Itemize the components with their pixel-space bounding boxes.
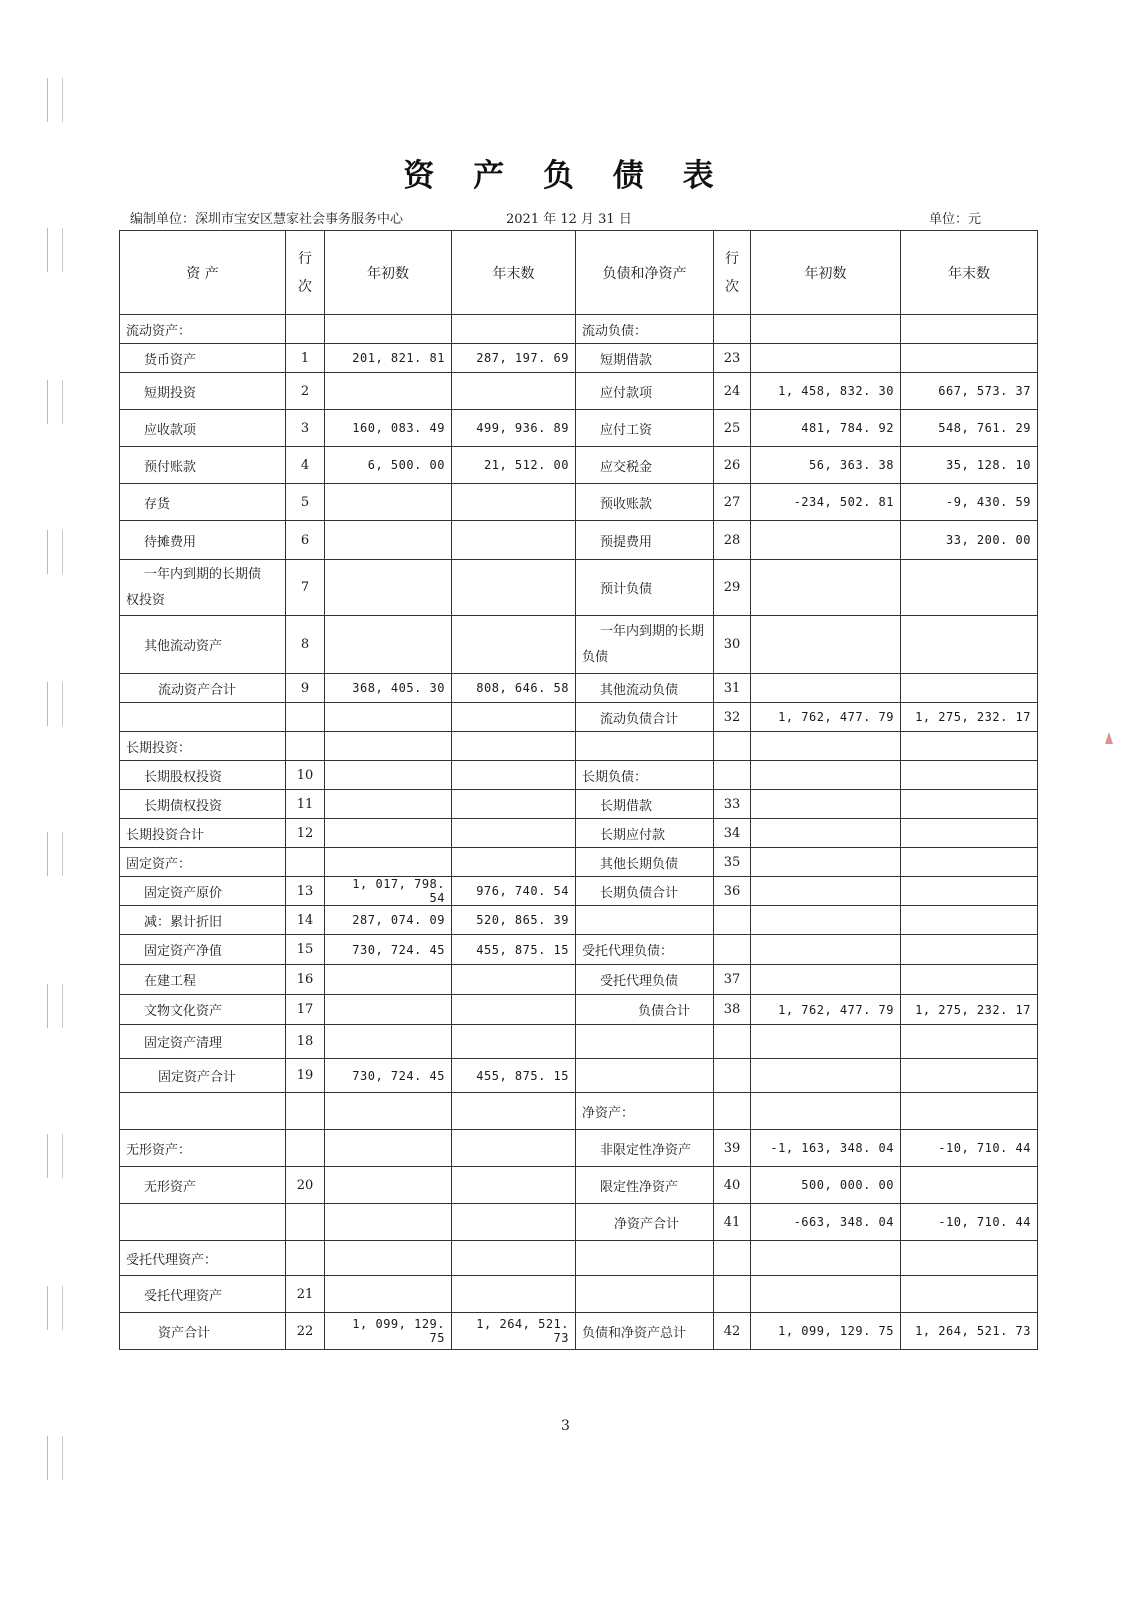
asset-end-value [452,315,576,344]
asset-row-number: 4 [286,447,325,484]
asset-row-number: 3 [286,410,325,447]
asset-end-value [452,1093,576,1130]
liability-begin-value: 1, 099, 129. 75 [751,1313,901,1350]
liability-end-value [901,790,1038,819]
liability-row-number [714,1059,751,1093]
table-row [120,995,1038,1025]
liability-end-value [901,761,1038,790]
liability-item: 净资产合计 [576,1204,714,1241]
compiling-unit: 编制单位：深圳市宝安区慧家社会事务服务中心 [130,212,404,227]
asset-begin-value [325,732,452,761]
liability-row-number [714,935,751,965]
liability-row-number: 28 [714,521,751,560]
liability-row-number: 35 [714,848,751,877]
asset-end-value: 455, 875. 15 [452,935,576,965]
page-title: 资 产 负 债 表 [403,158,728,194]
liability-begin-value: 500, 000. 00 [751,1167,901,1204]
asset-row-number: 6 [286,521,325,560]
asset-end-value: 520, 865. 39 [452,906,576,935]
liability-row-number [714,1025,751,1059]
liability-item: 一年内到期的长期 负债 [576,616,714,674]
asset-begin-value [325,703,452,732]
asset-begin-value [325,315,452,344]
liability-item: 流动负债： [576,315,714,344]
liability-begin-value [751,560,901,616]
asset-begin-value [325,373,452,410]
liability-begin-value: 481, 784. 92 [751,410,901,447]
liability-begin-value: 1, 762, 477. 79 [751,703,901,732]
asset-item [120,703,286,732]
liability-row-number: 37 [714,965,751,995]
asset-item: 流动资产合计 [120,674,286,703]
asset-item: 应收款项 [120,410,286,447]
liability-item: 应付款项 [576,373,714,410]
table-row [120,703,1038,732]
liability-item: 受托代理负债 [576,965,714,995]
liability-item: 负债和净资产总计 [576,1313,714,1350]
liability-begin-value: 1, 762, 477. 79 [751,995,901,1025]
asset-begin-value: 1, 099, 129. 75 [325,1313,452,1350]
asset-end-value [452,616,576,674]
header-liability: 负债和净资产 [576,231,714,315]
table-row [120,877,1038,906]
liability-begin-value [751,935,901,965]
liability-end-value: 667, 573. 37 [901,373,1038,410]
asset-begin-value [325,848,452,877]
header-asset: 资 产 [120,231,286,315]
binder-hole-mark [47,832,63,876]
liability-row-number [714,315,751,344]
liability-item: 预收账款 [576,484,714,521]
asset-end-value [452,761,576,790]
liability-end-value [901,1167,1038,1204]
asset-item: 固定资产： [120,848,286,877]
liability-end-value [901,1093,1038,1130]
liability-begin-value [751,674,901,703]
table-row [120,484,1038,521]
table-row [120,616,1038,674]
binder-hole-mark [47,530,63,574]
table-row [120,674,1038,703]
liability-item [576,1059,714,1093]
asset-row-number: 16 [286,965,325,995]
report-date: 2021 年 12 月 31 日 [506,212,632,227]
binder-hole-mark [47,228,63,272]
table-row [120,560,1038,616]
asset-row-number: 13 [286,877,325,906]
asset-row-number: 22 [286,1313,325,1350]
asset-row-number [286,315,325,344]
liability-row-number: 38 [714,995,751,1025]
asset-begin-value: 6, 500. 00 [325,447,452,484]
asset-end-value: 455, 875. 15 [452,1059,576,1093]
liability-row-number: 34 [714,819,751,848]
table-row [120,819,1038,848]
asset-end-value: 21, 512. 00 [452,447,576,484]
liability-end-value [901,616,1038,674]
asset-row-number: 20 [286,1167,325,1204]
asset-begin-value [325,965,452,995]
liability-row-number: 29 [714,560,751,616]
liability-row-number [714,761,751,790]
asset-begin-value [325,1167,452,1204]
table-row [120,315,1038,344]
asset-row-number: 11 [286,790,325,819]
asset-item: 存货 [120,484,286,521]
asset-item: 文物文化资产 [120,995,286,1025]
asset-item: 长期债权投资 [120,790,286,819]
table-row [120,790,1038,819]
asset-begin-value [325,484,452,521]
asset-begin-value [325,1204,452,1241]
liability-end-value: 33, 200. 00 [901,521,1038,560]
liability-row-number [714,1241,751,1276]
asset-item: 受托代理资产 [120,1276,286,1313]
liability-item: 短期借款 [576,344,714,373]
liability-item: 应付工资 [576,410,714,447]
asset-item: 长期股权投资 [120,761,286,790]
asset-row-number [286,1093,325,1130]
liability-item [576,1025,714,1059]
table-row [120,410,1038,447]
liability-item: 长期借款 [576,790,714,819]
asset-item: 固定资产净值 [120,935,286,965]
liability-end-value: -10, 710. 44 [901,1204,1038,1241]
liability-begin-value [751,1059,901,1093]
liability-end-value [901,315,1038,344]
asset-end-value [452,703,576,732]
liability-row-number: 26 [714,447,751,484]
liability-row-number: 24 [714,373,751,410]
liability-item: 长期负债： [576,761,714,790]
liability-begin-value: -1, 163, 348. 04 [751,1130,901,1167]
asset-item: 无形资产 [120,1167,286,1204]
liability-begin-value [751,732,901,761]
liability-item: 长期应付款 [576,819,714,848]
liability-item [576,1276,714,1313]
asset-end-value [452,732,576,761]
liability-end-value [901,1276,1038,1313]
liability-begin-value [751,315,901,344]
asset-row-number: 12 [286,819,325,848]
asset-row-number: 5 [286,484,325,521]
liability-begin-value [751,344,901,373]
asset-begin-value [325,560,452,616]
asset-row-number [286,1130,325,1167]
table-row [120,1130,1038,1167]
asset-begin-value: 201, 821. 81 [325,344,452,373]
liability-end-value [901,965,1038,995]
asset-row-number: 2 [286,373,325,410]
liability-row-number [714,1276,751,1313]
table-row [120,761,1038,790]
liability-row-number: 32 [714,703,751,732]
liability-end-value [901,1025,1038,1059]
table-row [120,447,1038,484]
binder-hole-mark [47,1286,63,1330]
liability-item: 流动负债合计 [576,703,714,732]
asset-end-value: 808, 646. 58 [452,674,576,703]
asset-end-value [452,1204,576,1241]
asset-end-value [452,965,576,995]
liability-begin-value [751,521,901,560]
liability-end-value: -10, 710. 44 [901,1130,1038,1167]
asset-item: 固定资产原价 [120,877,286,906]
binder-hole-mark [47,78,63,122]
asset-item: 一年内到期的长期债 权投资 [120,560,286,616]
asset-row-number [286,1204,325,1241]
liability-row-number: 39 [714,1130,751,1167]
liability-row-number: 33 [714,790,751,819]
asset-row-number: 8 [286,616,325,674]
binder-hole-mark [47,1436,63,1480]
asset-end-value [452,1241,576,1276]
asset-item: 固定资产清理 [120,1025,286,1059]
asset-item: 资产合计 [120,1313,286,1350]
asset-end-value [452,790,576,819]
asset-item: 短期投资 [120,373,286,410]
liability-row-number [714,1093,751,1130]
asset-end-value [452,521,576,560]
binder-hole-mark [47,380,63,424]
table-row [120,521,1038,560]
header-begin-balance: 年初数 [751,231,901,315]
asset-row-number: 10 [286,761,325,790]
header-end-balance: 年末数 [452,231,576,315]
liability-begin-value [751,1025,901,1059]
asset-end-value [452,484,576,521]
page-edge-mark [1105,732,1113,744]
liability-begin-value: -234, 502. 81 [751,484,901,521]
table-row [120,906,1038,935]
liability-item: 非限定性净资产 [576,1130,714,1167]
asset-begin-value [325,790,452,819]
asset-item: 待摊费用 [120,521,286,560]
asset-begin-value [325,761,452,790]
liability-end-value: 35, 128. 10 [901,447,1038,484]
asset-item: 无形资产： [120,1130,286,1167]
asset-row-number [286,1241,325,1276]
asset-end-value [452,848,576,877]
asset-item: 其他流动资产 [120,616,286,674]
liability-begin-value [751,1241,901,1276]
liability-end-value [901,935,1038,965]
liability-end-value [901,819,1038,848]
liability-end-value [901,674,1038,703]
liability-row-number: 23 [714,344,751,373]
binder-hole-mark [47,984,63,1028]
liability-row-number: 30 [714,616,751,674]
header-end-balance: 年末数 [901,231,1038,315]
liability-item: 预计负债 [576,560,714,616]
asset-begin-value [325,1093,452,1130]
asset-row-number: 21 [286,1276,325,1313]
asset-item [120,1204,286,1241]
liability-begin-value [751,819,901,848]
liability-row-number [714,906,751,935]
liability-row-number: 36 [714,877,751,906]
asset-item: 受托代理资产： [120,1241,286,1276]
asset-begin-value [325,1025,452,1059]
liability-item [576,1241,714,1276]
liability-end-value [901,560,1038,616]
header-row-number: 行 次 [286,231,325,315]
table-row [120,344,1038,373]
asset-item: 在建工程 [120,965,286,995]
liability-row-number: 27 [714,484,751,521]
binder-hole-mark [47,1134,63,1178]
asset-end-value [452,819,576,848]
asset-begin-value [325,1130,452,1167]
asset-row-number: 7 [286,560,325,616]
asset-item: 固定资产合计 [120,1059,286,1093]
liability-begin-value: -663, 348. 04 [751,1204,901,1241]
asset-begin-value [325,521,452,560]
liability-row-number: 42 [714,1313,751,1350]
table-row [120,1093,1038,1130]
liability-begin-value [751,1276,901,1313]
header-begin-balance: 年初数 [325,231,452,315]
asset-item [120,1093,286,1130]
liability-row-number [714,732,751,761]
binder-hole-mark [47,682,63,726]
asset-end-value: 287, 197. 69 [452,344,576,373]
asset-row-number [286,703,325,732]
asset-begin-value: 730, 724. 45 [325,1059,452,1093]
liability-row-number: 31 [714,674,751,703]
table-header-row [120,231,1038,315]
asset-end-value [452,373,576,410]
liability-begin-value: 56, 363. 38 [751,447,901,484]
asset-begin-value: 1, 017, 798. 54 [325,877,452,906]
liability-end-value [901,1241,1038,1276]
table-row [120,1167,1038,1204]
asset-item: 预付账款 [120,447,286,484]
liability-item: 其他长期负债 [576,848,714,877]
liability-end-value [901,732,1038,761]
table-row [120,1025,1038,1059]
table-row [120,1204,1038,1241]
liability-end-value: 1, 275, 232. 17 [901,995,1038,1025]
liability-end-value [901,906,1038,935]
asset-end-value: 976, 740. 54 [452,877,576,906]
liability-begin-value: 1, 458, 832. 30 [751,373,901,410]
liability-end-value: 1, 275, 232. 17 [901,703,1038,732]
asset-row-number: 18 [286,1025,325,1059]
liability-item [576,906,714,935]
asset-end-value [452,1276,576,1313]
liability-end-value: 1, 264, 521. 73 [901,1313,1038,1350]
liability-begin-value [751,1093,901,1130]
liability-begin-value [751,761,901,790]
liability-begin-value [751,616,901,674]
table-row [120,732,1038,761]
table-row [120,1241,1038,1276]
asset-row-number: 19 [286,1059,325,1093]
balance-sheet-table [119,230,1038,1350]
liability-item: 净资产： [576,1093,714,1130]
liability-item [576,732,714,761]
liability-end-value [901,848,1038,877]
liability-row-number: 25 [714,410,751,447]
liability-begin-value [751,848,901,877]
table-row [120,373,1038,410]
liability-item: 其他流动负债 [576,674,714,703]
asset-item: 货币资产 [120,344,286,373]
asset-row-number [286,848,325,877]
liability-begin-value [751,906,901,935]
asset-end-value: 499, 936. 89 [452,410,576,447]
asset-begin-value: 368, 405. 30 [325,674,452,703]
asset-item: 长期投资： [120,732,286,761]
liability-item: 长期负债合计 [576,877,714,906]
asset-end-value [452,995,576,1025]
liability-row-number: 41 [714,1204,751,1241]
asset-begin-value [325,1276,452,1313]
table-row [120,935,1038,965]
liability-row-number: 40 [714,1167,751,1204]
table-row [120,965,1038,995]
table-row [120,1313,1038,1350]
table-row [120,1059,1038,1093]
liability-end-value: -9, 430. 59 [901,484,1038,521]
asset-row-number [286,732,325,761]
asset-item: 减：累计折旧 [120,906,286,935]
liability-item: 负债合计 [576,995,714,1025]
page-number: 3 [561,1418,570,1434]
liability-item: 受托代理负债： [576,935,714,965]
liability-item: 限定性净资产 [576,1167,714,1204]
asset-row-number: 17 [286,995,325,1025]
table-row [120,1276,1038,1313]
liability-item: 预提费用 [576,521,714,560]
asset-begin-value [325,1241,452,1276]
asset-row-number: 1 [286,344,325,373]
liability-begin-value [751,965,901,995]
asset-end-value: 1, 264, 521. 73 [452,1313,576,1350]
asset-begin-value [325,819,452,848]
asset-row-number: 15 [286,935,325,965]
asset-begin-value: 160, 083. 49 [325,410,452,447]
liability-end-value: 548, 761. 29 [901,410,1038,447]
asset-item: 长期投资合计 [120,819,286,848]
asset-begin-value [325,995,452,1025]
asset-begin-value: 730, 724. 45 [325,935,452,965]
header-row-number: 行 次 [714,231,751,315]
asset-begin-value: 287, 074. 09 [325,906,452,935]
asset-row-number: 9 [286,674,325,703]
table-row [120,848,1038,877]
asset-row-number: 14 [286,906,325,935]
asset-item: 流动资产： [120,315,286,344]
liability-item: 应交税金 [576,447,714,484]
asset-begin-value [325,616,452,674]
liability-begin-value [751,877,901,906]
asset-end-value [452,1130,576,1167]
liability-begin-value [751,790,901,819]
liability-end-value [901,1059,1038,1093]
liability-end-value [901,877,1038,906]
asset-end-value [452,1025,576,1059]
asset-end-value [452,1167,576,1204]
asset-end-value [452,560,576,616]
currency-unit: 单位：元 [929,212,982,227]
liability-end-value [901,344,1038,373]
